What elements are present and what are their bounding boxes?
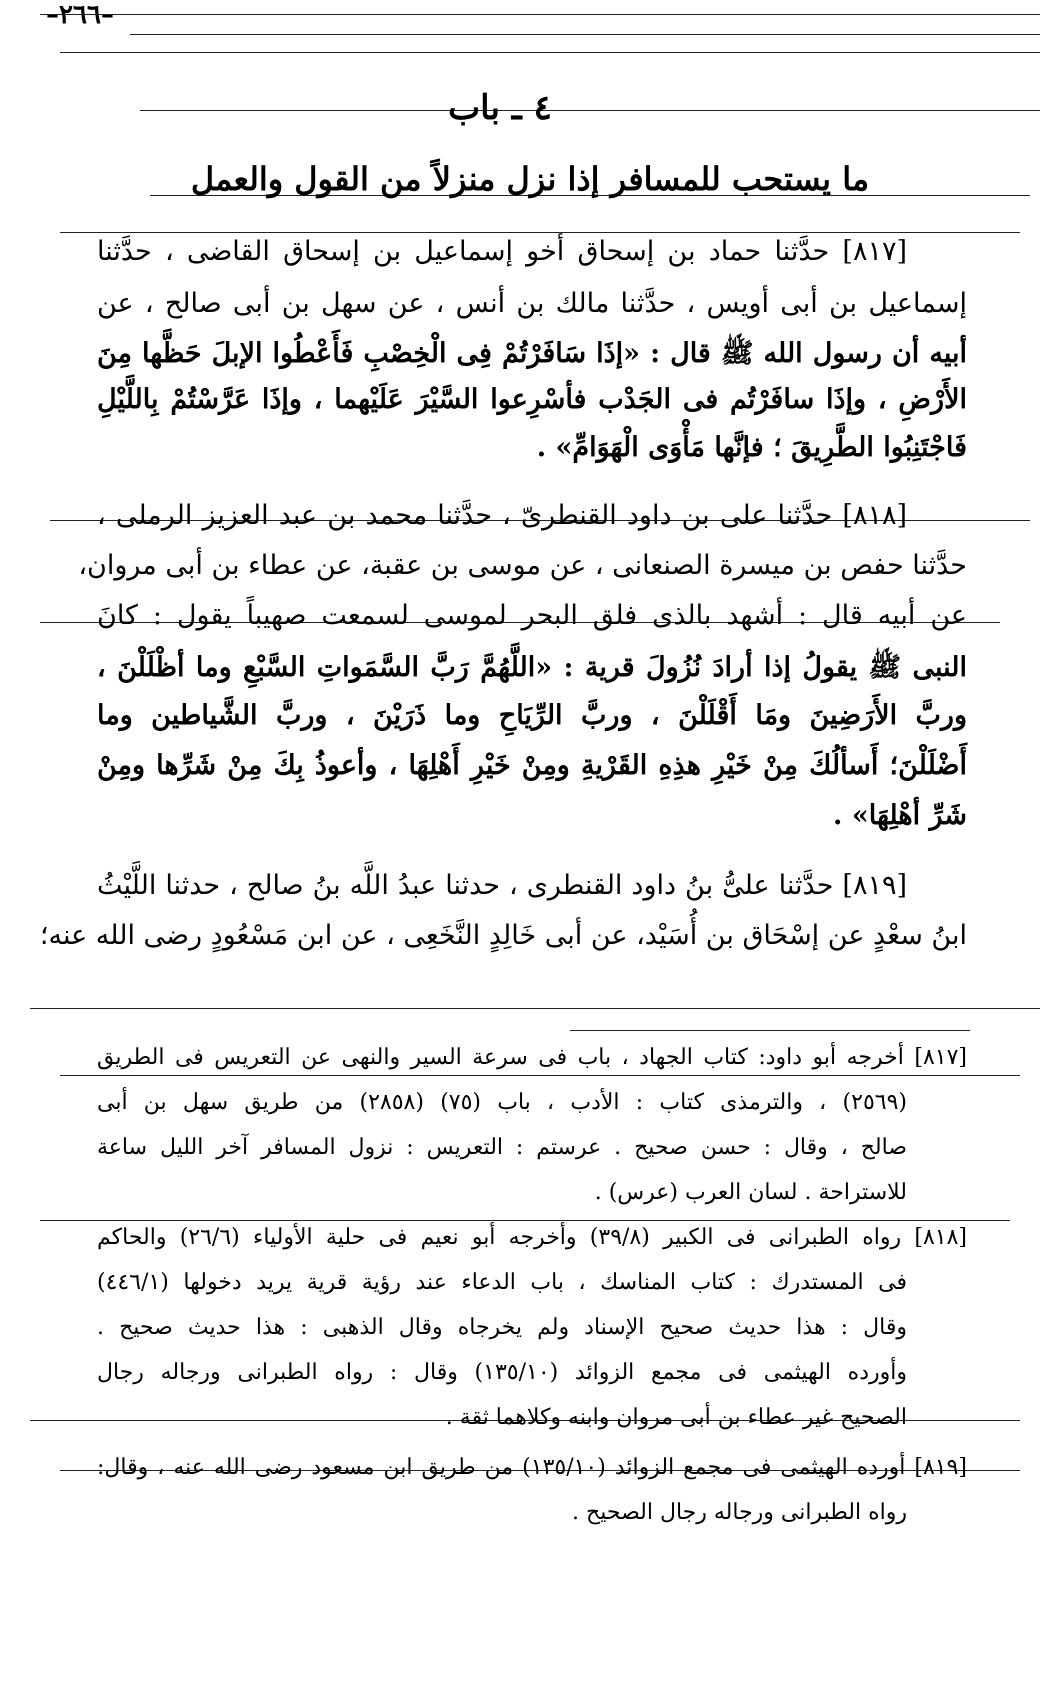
scan-rule <box>30 1008 1040 1009</box>
scan-rule <box>40 1220 1010 1221</box>
footnote-line: صالح ، وقال : حسن صحيح . عرستم : التعريس : نزول المسافر آخر الليل ساعة <box>97 1135 907 1160</box>
text-line: فَاجْتَنِبُوا الطَّرِيقَ ؛ فإنَّها مَأْوَى الْهَوَامِّ» . <box>536 432 967 463</box>
text-line: [٨١٧] حدَّثنا حماد بن إسحاق أخو إسماعيل بن إسحاق القاضى ، حدَّثنا <box>97 236 907 267</box>
scan-rule <box>60 52 1040 53</box>
scan-rule <box>60 1075 1020 1076</box>
footnote-line: وقال : هذا حديث صحيح الإسناد ولم يخرجاه وقال الذهبى : هذا حديث صحيح . <box>97 1315 907 1340</box>
text-line: [٨١٩] حدَّثنا علىُّ بنُ داود القنطرى ، حدثنا عبدُ اللَّه بنُ صالح ، حدثنا اللَّيْثُ <box>97 870 907 901</box>
footnote-line: [٨١٩] أورده الهيثمى فى مجمع الزوائد (١٣٥/١٠) من طريق ابن مسعود رضى الله عنه ، وقال: <box>97 1455 967 1480</box>
text-line: حدَّثنا حفص بن ميسرة الصنعانى ، عن موسى بن عقبة، عن عطاء بن أبى مروان، <box>78 550 967 581</box>
text-line: عن أبيه قال : أشهد بالذى فلق البحر لموسى لسمعت صهيباً يقول : كانَ <box>97 600 967 631</box>
footnote-separator <box>570 1030 970 1031</box>
text-line: أَضْلَلْنَ؛ أَسألُكَ مِنْ خَيْرِ هذِهِ القَرْيةِ ومِنْ خَيْرِ أَهْلِهَا ، وأعوذُ بِكَ مِنْ شَرِّها ومِنْ <box>97 750 967 781</box>
footnote-line: وأورده الهيثمى فى مجمع الزوائد (١٣٥/١٠) وقال : رواه الطبرانى ورجاله رجال <box>97 1360 907 1385</box>
text-line: شَرِّ أهْلِهَا» . <box>833 800 967 831</box>
page-number: –٢٦٦– <box>46 0 114 30</box>
footnote-line: (٢٥٦٩) ، والترمذى كتاب : الأدب ، باب (٧٥) (٢٨٥٨) من طريق سهل بن أبى <box>97 1090 907 1115</box>
footnote-line: رواه الطبرانى ورجاله رجال الصحيح . <box>572 1500 907 1525</box>
footnote-line: للاستراحة . لسان العرب (عرس) . <box>594 1180 907 1205</box>
text-line: ابنُ سعْدٍ عن إسْحَاق بن أُسَيْد، عن أبى خَالِدٍ النَّخَعِى ، عن ابن مَسْعُودٍ رضى الله عنه؛ <box>39 920 967 951</box>
text-line: الأَرْضِ ، وإذَا سافَرْتُم فى الجَدْب فأسْرِعوا السَّيْرَ عَلَيْهما ، وإذَا عَرَّسْتُمْ بِاللَّيْلِ <box>97 384 967 415</box>
scan-rule <box>40 14 1040 15</box>
text-line: إسماعيل بن أبى أويس ، حدَّثنا مالك بن أنس ، عن سهل بن أبى صالح ، عن <box>97 288 967 319</box>
footnote-line: فى المستدرك : كتاب المناسك ، باب الدعاء عند رؤية قرية يريد دخولها (٤٤٦/١) <box>97 1270 907 1295</box>
footnote-line: [٨١٨] رواه الطبرانى فى الكبير (٣٩/٨) وأخرجه أبو نعيم فى حلية الأولياء (٢٦/٦) والحاكم <box>97 1225 968 1250</box>
text-line: [٨١٨] حدَّثنا على بن داود القنطرىّ ، حدَّثنا محمد بن عبد العزيز الرملى ، <box>97 500 907 531</box>
footnote-line: [٨١٧] أخرجه أبو داود: كتاب الجهاد ، باب فى سرعة السير والنهى عن التعريس فى الطريق <box>97 1045 967 1070</box>
footnote-line: الصحيح غير عطاء بن أبى مروان وابنه وكلاهما ثقة . <box>445 1405 907 1430</box>
chapter-heading: ٤ ـ باب <box>448 88 552 128</box>
text-line: أبيه أن رسول الله ﷺ قال : «إذَا سَافَرْتُمْ فِى الْخِصْبِ فَأَعْطُوا الإبلَ حَظَّها مِنَ <box>97 338 967 369</box>
text-line: وربَّ الأَرَضِينَ ومَا أَقْلَلْنَ ، وربَّ الرِّيَاحِ وما ذَرَيْنَ ، وربَّ الشَّياطين وما <box>97 700 967 731</box>
scan-rule <box>130 34 1040 35</box>
text-line: النبى ﷺ يقولُ إذا أرادَ نُزُولَ قرية : «اللَّهُمَّ رَبَّ السَّمَواتِ السَّبْعِ وما أظْلَلْنَ ، <box>97 652 967 683</box>
chapter-title: ما يستحب للمسافر إذا نزل منزلاً من القول والعمل <box>190 160 870 198</box>
scan-rule <box>60 232 1020 233</box>
